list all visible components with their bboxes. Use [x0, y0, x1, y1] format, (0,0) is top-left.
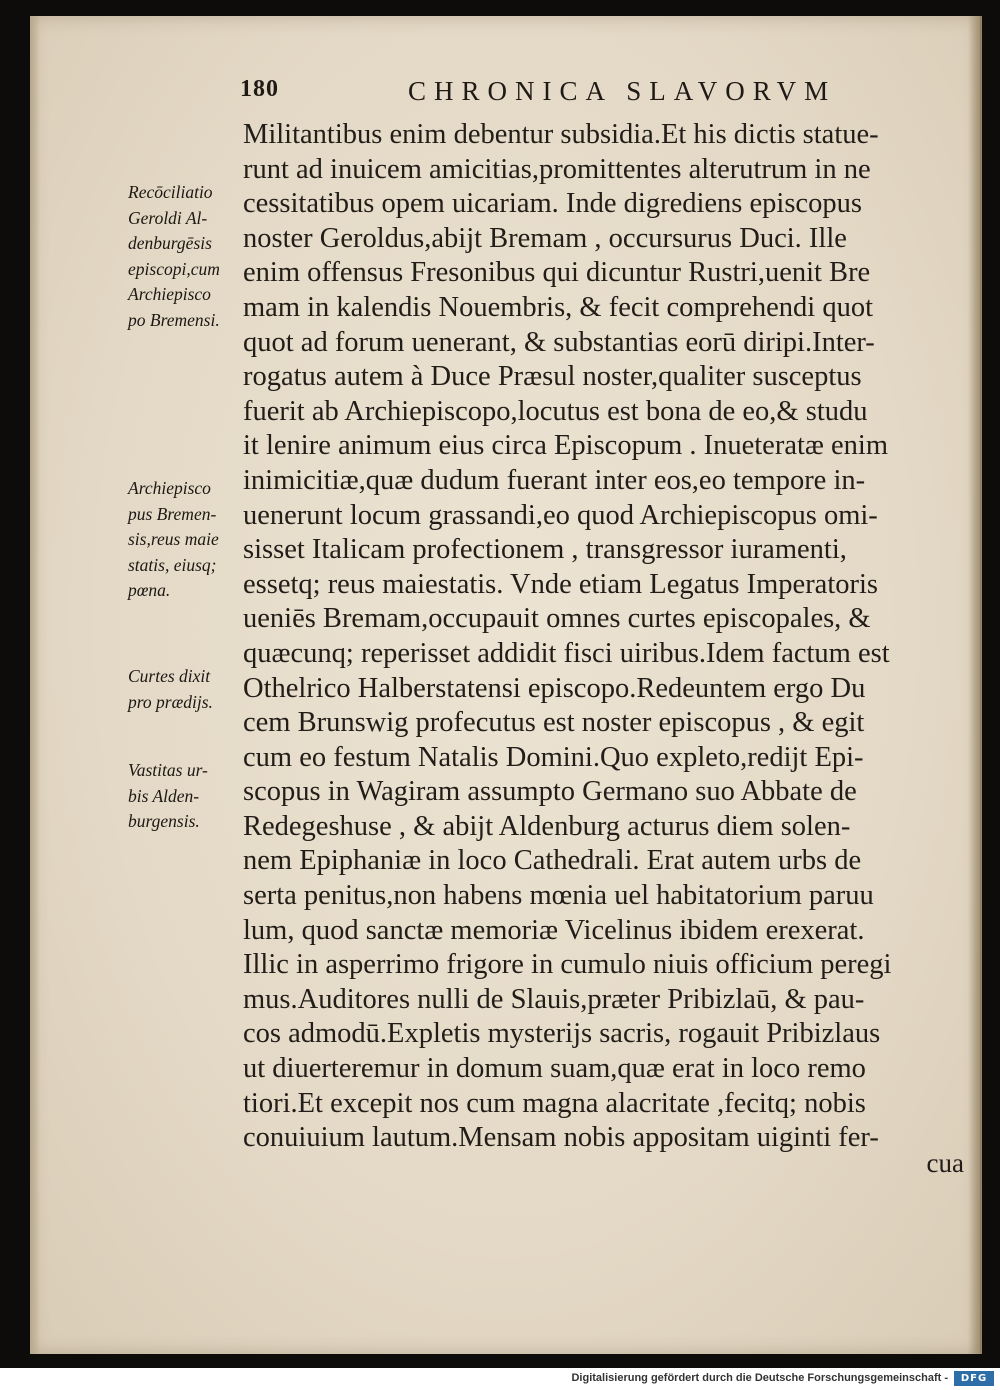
- marginal-note-reconciliatio: [128, 180, 258, 333]
- marginal-line: Curtes dixit: [128, 666, 211, 686]
- running-head: [240, 76, 840, 108]
- text-line: Illic in asperrimo frigore in cumulo niuis officium peregi: [243, 949, 892, 981]
- running-head-title: CHRONICA SLAVORVM: [408, 76, 837, 106]
- marginal-line: pus Bremen-: [128, 503, 217, 524]
- text-line: sisset Italicam profectionem , transgressor iuramenti,: [243, 534, 847, 566]
- marginal-note-vastitas: [128, 758, 258, 835]
- text-line: it lenire animum eius circa Episcopum . Inueteratæ enim: [243, 430, 889, 462]
- text-line: Redegeshuse , & abijt Aldenburg acturus diem solen-: [243, 810, 851, 842]
- text-line: lum, quod sanctæ memoriæ Vicelinus ibidem erexerat.: [243, 914, 865, 946]
- footer-bar: [0, 1368, 1000, 1390]
- marginal-line: bis Alden-: [128, 785, 200, 806]
- marginal-line: statis, eiusq;: [128, 554, 217, 575]
- text-line: cem Brunswig profecutus est noster episcopus , & egit: [243, 707, 865, 739]
- marginal-line: sis,reus maie: [128, 529, 219, 549]
- text-line: cum eo festum Natalis Domini.Quo expleto,redijt Epi-: [243, 741, 864, 773]
- marginal-line: Geroldi Al-: [128, 207, 208, 228]
- marginal-line: Vastitas ur-: [128, 760, 208, 780]
- text-line: cos admodū.Expletis mysterijs sacris, rogauit Pribizlaus: [243, 1018, 881, 1050]
- text-line: quot ad forum uenerant, & substantias eorū diripi.Inter-: [243, 326, 875, 358]
- text-line: ut diuerteremur in domum suam,quæ erat in loco remo: [243, 1053, 866, 1085]
- text-line: uenerunt locum grassandi,eo quod Archiepiscopus omi-: [243, 499, 878, 531]
- text-line: tiori.Et excepit nos cum magna alacritate ,fecitq; nobis: [243, 1087, 866, 1119]
- body-text: [243, 118, 978, 1156]
- marginal-line: Archiepisco: [128, 284, 211, 304]
- text-line: mus.Auditores nulli de Slauis,præter Pribizlaū, & pau-: [243, 983, 865, 1015]
- text-line: noster Geroldus,abijt Bremam , occursurus Duci. Ille: [243, 222, 847, 254]
- text-line: Othelrico Halberstatensi episcopo.Redeuntem ergo Du: [243, 672, 866, 704]
- marginal-line: Archiepisco: [128, 478, 211, 498]
- text-line: cessitatibus opem uicariam. Inde digrediens episcopus: [243, 188, 862, 220]
- marginal-line: episcopi,cum: [128, 258, 220, 279]
- marginal-line: po Bremensi.: [128, 309, 220, 330]
- text-line: essetq; reus maiestatis. Vnde etiam Legatus Imperatoris: [243, 568, 879, 600]
- text-line: runt ad inuicem amicitias,promittentes alterutrum in ne: [243, 153, 871, 185]
- text-line: inimicitiæ,quæ dudum fuerant inter eos,eo tempore in-: [243, 464, 866, 496]
- text-line: enim offensus Fresonibus qui dicuntur Rustri,uenit Bre: [243, 257, 871, 289]
- dfg-logo: DFG: [954, 1371, 994, 1386]
- text-line: ueniēs Bremam,occupauit omnes curtes episcopales, &: [243, 603, 871, 635]
- text-line: scopus in Wagiram assumpto Germano suo Abbate de: [243, 776, 857, 808]
- text-line: Militantibus enim debentur subsidia.Et his dictis statue-: [243, 119, 879, 150]
- text-line: nem Epiphaniæ in loco Cathedrali. Erat autem urbs de: [243, 845, 862, 877]
- text-line: conuiuium lautum.Mensam nobis appositam uiginti fer-: [243, 1122, 879, 1154]
- text-line: quæcunq; reperisset addidit fisci uiribus.Idem factum est: [243, 637, 890, 669]
- marginal-note-archiepiscopus: [128, 476, 258, 604]
- page-number: 180: [240, 76, 279, 102]
- marginal-line: denburgēsis: [128, 233, 212, 253]
- marginal-note-curtes: [128, 664, 258, 715]
- page-gutter-shadow: [30, 16, 40, 1354]
- text-line: serta penitus,non habens mœnia uel habitatorium paruu: [243, 880, 874, 912]
- catchword: cua: [926, 1148, 964, 1178]
- text-line: rogatus autem à Duce Præsul noster,qualiter susceptus: [243, 361, 862, 393]
- text-line: mam in kalendis Nouembris, & fecit comprehendi quot: [243, 291, 874, 323]
- marginal-line: pœna.: [128, 580, 171, 600]
- marginal-line: Recōciliatio: [128, 182, 213, 202]
- funding-credit: Digitalisierung gefördert durch die Deutsche Forschungsgemeinschaft -: [571, 1372, 948, 1384]
- marginal-line: burgensis.: [128, 811, 200, 831]
- text-line: fuerit ab Archiepiscopo,locutus est bona de eo,& studu: [243, 395, 868, 427]
- marginal-line: pro prædijs.: [128, 691, 213, 712]
